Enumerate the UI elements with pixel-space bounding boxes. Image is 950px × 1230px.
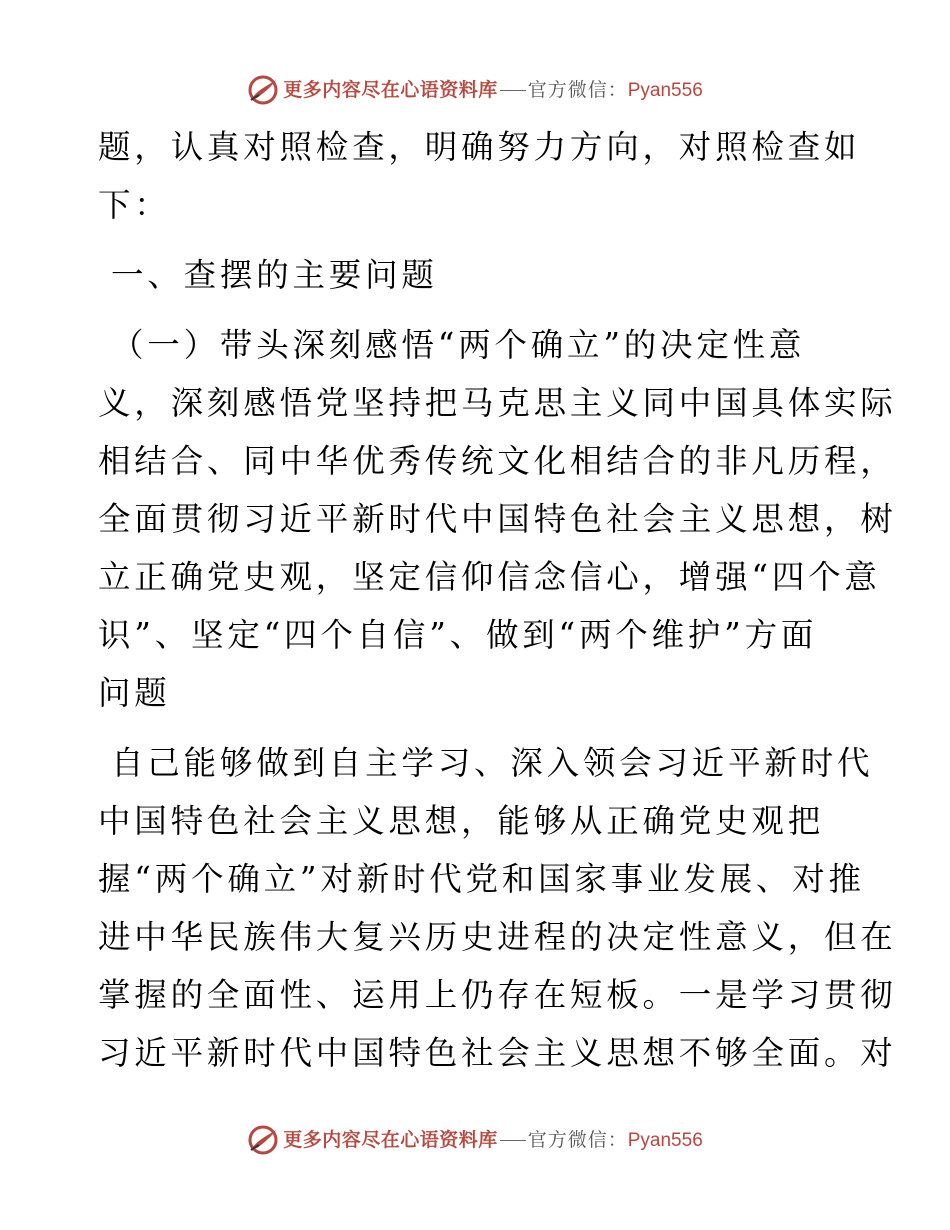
paragraph-line: 立正确党史观，坚定信仰信念信心，增强“四个意 [98,558,881,596]
quill-ribbon-logo-icon [247,1124,279,1156]
paragraph-gap [98,234,858,246]
watermark-divider [500,1140,526,1141]
paragraph-gap [98,304,858,316]
paragraph-line: 掌握的全面性、运用上仍存在短板。一是学习贯彻 [98,976,897,1014]
document-body [98,118,897,1082]
watermark-label-text: 官方微信： [527,78,628,101]
watermark-wechat-id: Pyan556 [627,79,703,101]
subsection-heading: （一）带头深刻感悟“两个确立”的决定性意 [111,326,806,364]
watermark-brand-text: 更多内容尽在心语资料库 [283,1128,498,1151]
paragraph-line: 全面贯彻习近平新时代中国特色社会主义思想，树 [98,500,897,538]
paragraph-line: 识”、坚定“四个自信”、做到“两个维护”方面 [98,616,818,654]
paragraph-line: 握“两个确立”对新时代党和国家事业发展、对推 [98,860,865,898]
watermark-label-text: 官方微信： [527,1128,628,1151]
paragraph-line: 下： [98,186,171,224]
footer-watermark [0,1120,950,1160]
paragraph-line: 义，深刻感悟党坚持把马克思主义同中国具体实际 [98,384,897,422]
paragraph-line: 习近平新时代中国特色社会主义思想不够全面。对 [98,1034,897,1072]
paragraph-line: 进中华民族伟大复兴历史进程的决定性意义，但在 [98,918,897,956]
watermark-wechat-id: Pyan556 [627,1129,703,1151]
paragraph-line: 中国特色社会主义思想，能够从正确党史观把 [98,802,825,840]
quill-ribbon-logo-icon [247,74,279,106]
section-heading: 一、查摆的主要问题 [111,256,438,294]
paragraph-gap [98,722,858,734]
paragraph-line: 题，认真对照检查，明确努力方向，对照检查如 [98,128,861,166]
header-watermark [0,70,950,110]
paragraph-line: 自己能够做到自主学习、深入领会习近平新时代 [111,744,874,782]
watermark-brand-text: 更多内容尽在心语资料库 [283,78,498,101]
paragraph-line: 相结合、同中华优秀传统文化相结合的非凡历程， [98,442,897,480]
watermark-divider [500,90,526,91]
paragraph-line: 问题 [98,674,171,712]
